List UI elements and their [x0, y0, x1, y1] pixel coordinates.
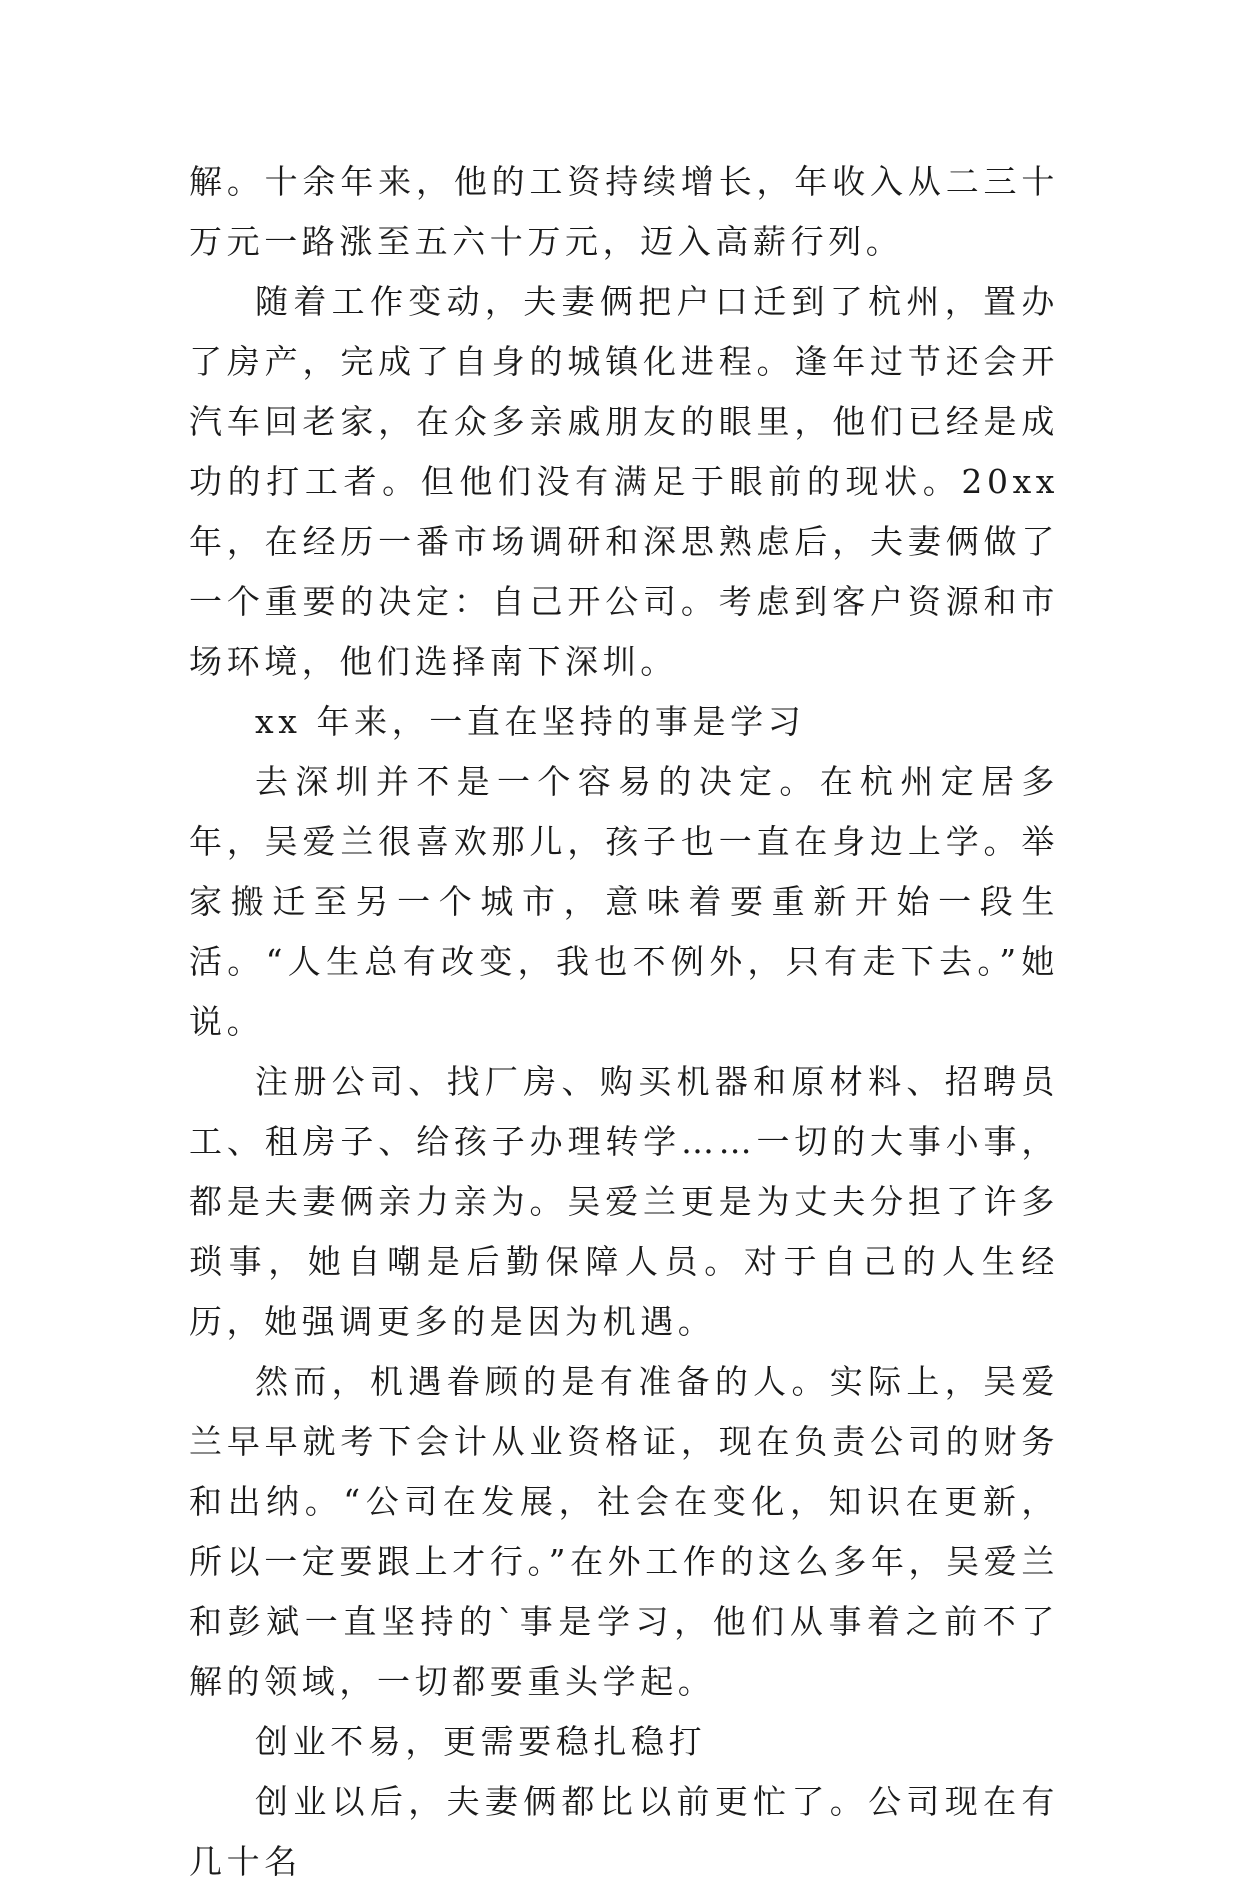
paragraph-after-startup: 创业以后，夫妻俩都比以前更忙了。公司现在有几十名: [189, 1782, 1059, 1881]
paragraph-shenzhen-decision: 去深圳并不是一个容易的决定。在杭州定居多年，吴爱兰很喜欢那儿，孩子也一直在身边上学。举家搬迁至另一个城市，意味着要重新开始一段生活。“人生总有改变，我也不例外，只有走下去。”她说。: [189, 762, 1059, 1041]
paragraph-move-to-hangzhou: 随着工作变动，夫妻俩把户口迁到了杭州，置办了房产，完成了自身的城镇化进程。逢年过节还会开汽车回老家，在众多亲戚朋友的眼里，他们已经是成功的打工者。但他们没有满足于眼前的现状。20xx 年，在经历一番市场调研和深思熟虑后，夫妻俩做了一个重要的决定：自己开公司。考虑到客户资源和市场环境，他们选择南下深圳。: [189, 282, 1059, 681]
section-heading-entrepreneurship: 创业不易，更需要稳扎稳打: [255, 1722, 707, 1761]
paragraph-opportunity: 然而，机遇眷顾的是有准备的人。实际上，吴爱兰早早就考下会计从业资格证，现在负责公司的财务和出纳。“公司在发展，社会在变化，知识在更新，所以一定要跟上才行。”在外工作的这么多年，吴爱兰和彭斌一直坚持的`事是学习，他们从事着之前不了解的领域，一切都要重头学起。: [189, 1362, 1059, 1701]
paragraph-income: 解。十余年来，他的工资持续增长，年收入从二三十万元一路涨至五六十万元，迈入高薪行列。: [189, 162, 1059, 261]
section-heading-learning: xx 年来，一直在坚持的事是学习: [255, 702, 806, 741]
paragraph-company-setup: 注册公司、找厂房、购买机器和原材料、招聘员工、租房子、给孩子办理转学……一切的大事小事，都是夫妻俩亲力亲为。吴爱兰更是为丈夫分担了许多琐事，她自嘲是后勤保障人员。对于自己的人生经历，她强调更多的是因为机遇。: [189, 1062, 1059, 1341]
article-body: [189, 152, 1059, 1892]
